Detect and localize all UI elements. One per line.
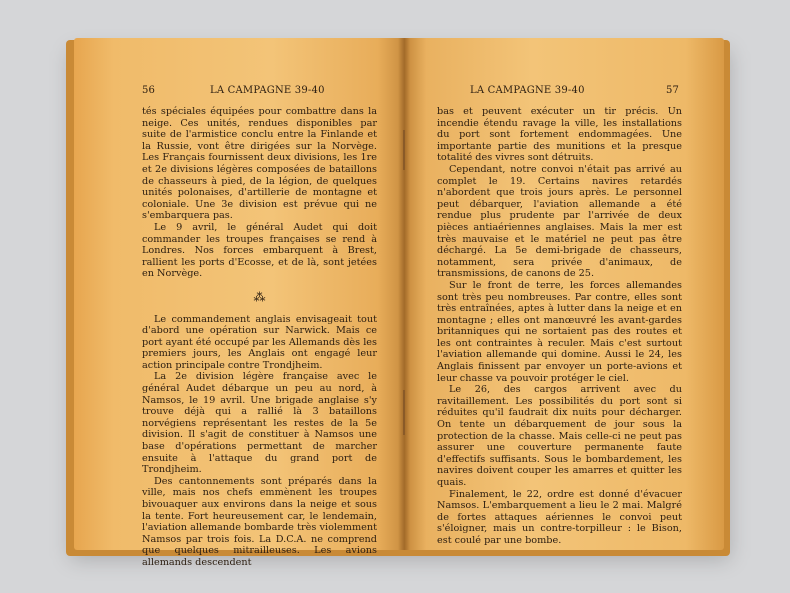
paragraph: Le commandement anglais envisageait tout d'abord une opération sur Narwick. Mais ce port ayant été occupé par les Allemands dès les premiers jours, les Anglais ont engagé leur action principale contre Trondjheim. (142, 313, 377, 371)
right-page-number: 57 (666, 85, 680, 96)
book-gutter (398, 38, 410, 550)
left-page (74, 38, 404, 568)
left-page-number: 56 (142, 85, 156, 96)
paragraph: La 2e division légère française avec le général Audet débarque un peu au nord, à Namsos, le 19 avril. Une brigade anglaise s'y trouve déjà qui a rallié là 3 bataillons norvégiens représentant les restes de la 5e division. Il s'agit de constituer à Namsos une base d'opérations permettant de marcher ensuite à l'attaque du grand port de Trondjheim. (142, 371, 377, 476)
paragraph: Cependant, notre convoi n'était pas arrivé au complet le 19. Certains navires retardés n'abordent que trois jours après. Le personnel peut débarquer, l'aviation allemande a été rendue plus prudente par l'arrivée de deux pièces antiaériennes anglaises. Mais la mer est très mauvaise et le matériel ne peut pas être déchargé. La 5e demi-brigade de chasseurs, notamment, sera privée d'animaux, de transmissions, de canons de 25. (437, 163, 682, 280)
paragraph: Le 26, des cargos arrivent avec du ravitaillement. Les possibilités du port sont si réduites qu'il faudrait dix nuits pour décharger. On tente un débarquement de jour sous la protection de la chasse. Mais celle-ci ne peut pas assurer une couverture permanente faute d'effectifs suffisants. Sous le bombardement, les navires doivent couper les amarres et quitter les quais. (437, 384, 682, 488)
ornament-asterism: ⁂ (253, 289, 266, 304)
right-page-text (437, 106, 682, 547)
right-page (404, 38, 724, 550)
left-page-text (142, 106, 377, 569)
paragraph: Finalement, le 22, ordre est donné d'évacuer Namsos. L'embarquement a lieu le 2 mai. Malgré de fortes attaques aériennes le convoi peut s'éloigner, mais un contre-torpilleur : le Bison, est coulé par une bombe. (437, 488, 682, 546)
binding-thread (403, 130, 405, 170)
paragraph: Sur le front de terre, les forces allemandes sont très peu nombreuses. Par contre, elles sont très entraînées, aptes à lutter dans la neige et en montagne ; elles ont manœuvré les avant-gardes britanniques qui ne sortaient pas des routes et les ont contraintes à reculer. Mais c'est surtout l'aviation allemande qui domine. Aussi le 24, les Anglais finissent par envoyer un porte-avions et leur chasse va pouvoir protéger le ciel. (437, 279, 682, 384)
paragraph: tés spéciales équipées pour combattre dans la neige. Ces unités, rendues disponibles par suite de l'armistice conclu entre la Finlande et la Russie, vont être dirigées sur la Norvège. Les Français fournissent deux divisions, les 1re et 2e divisions légères composées de bataillons de chasseurs à pied, de la légion, de quelques unités polonaises, d'artillerie de montagne et coloniale. Une 3e division est prévue qui ne s'embarquera pas. (142, 106, 377, 222)
paragraph: Le 9 avril, le général Audet qui doit commander les troupes françaises se rend à Londres. Nos forces embarquent à Brest, rallient les ports d'Ecosse, et de là, sont jetées en Norvège. (142, 221, 377, 280)
paragraph: Des cantonnements sont préparés dans la ville, mais nos chefs emmènent les troupes bivouaquer aux environs dans la neige et sous la tente. Fort heureusement car, le lendemain, l'aviation allemande bombarde très violemment Namsos par trois fois. La D.C.A. ne comprend que quelques mitrailleuses. Les avions allemands descendent (142, 475, 377, 568)
binding-thread (403, 390, 405, 435)
paragraph: bas et peuvent exécuter un tir précis. Un incendie étendu ravage la ville, les installations du port sont fortement endommagées. Une importante partie des munitions et la presque totalité des vivres sont détruits. (437, 106, 682, 164)
right-running-title: LA CAMPAGNE 39-40 (470, 85, 585, 96)
left-running-title: LA CAMPAGNE 39-40 (210, 85, 325, 96)
